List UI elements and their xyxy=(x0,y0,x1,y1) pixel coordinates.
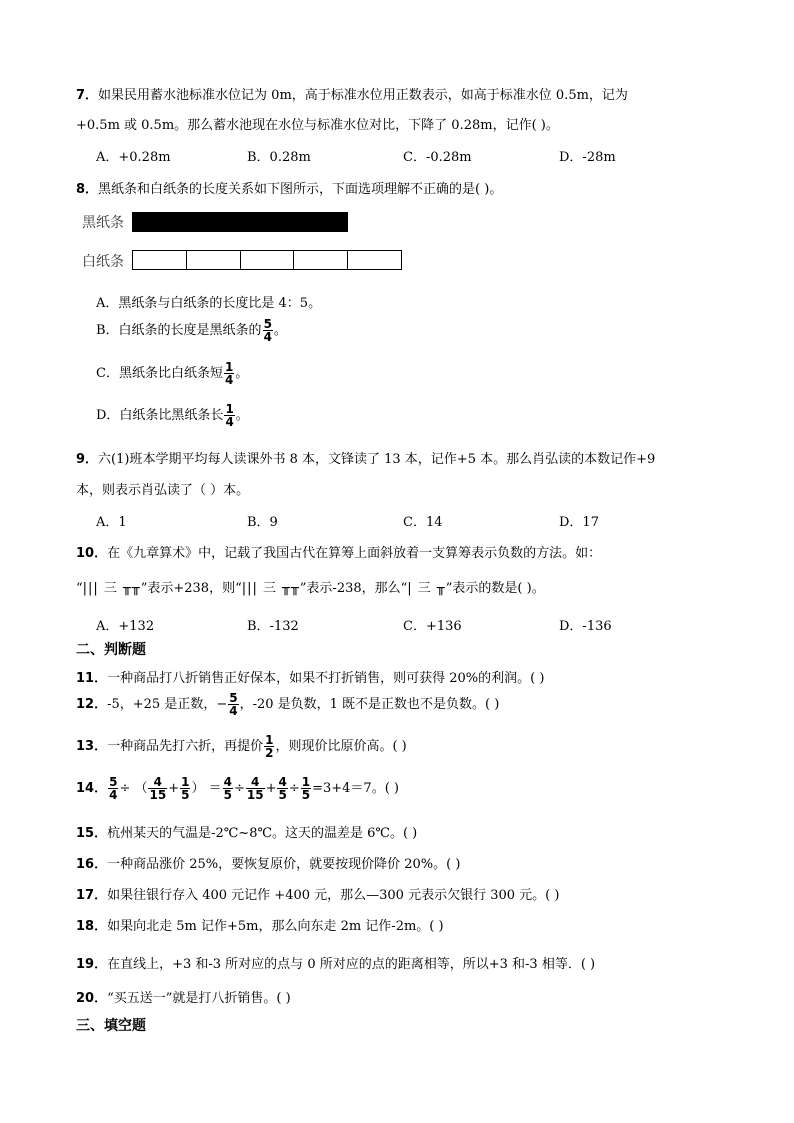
question-11 xyxy=(76,667,544,686)
numerator: 5 xyxy=(263,317,272,331)
period: 。 xyxy=(235,366,249,381)
question-19 xyxy=(76,953,595,972)
numerator: 5 xyxy=(109,775,118,789)
question-text: 在《九章算术》中，记载了我国古代在算筹上面斜放着一支算筹表示负数的方法。如： xyxy=(107,546,602,561)
denominator: 2 xyxy=(265,746,274,760)
white-strip-segment xyxy=(187,251,241,269)
section-heading-fill-in: 三、填空题 xyxy=(76,1018,146,1034)
white-strip-segment xyxy=(348,251,401,269)
denominator: 4 xyxy=(263,330,272,344)
question-10-line-1 xyxy=(76,542,601,561)
question-9-line-1 xyxy=(76,448,655,467)
question-20 xyxy=(76,987,291,1006)
question-10-line-2 xyxy=(76,577,545,596)
text: ，则现价比原价高。( ) xyxy=(275,739,407,754)
option-text: B．白纸条的长度是黑纸条的 xyxy=(96,323,262,338)
denominator: 4 xyxy=(109,788,118,802)
denominator: 4 xyxy=(229,704,238,718)
question-text: 如果民用蓄水池标准水位记为 0m，高于标准水位用正数表示，如高于标准水位 0.5m，记为 xyxy=(98,88,628,103)
option-d: D．-136 xyxy=(559,619,612,634)
option-b: B．9 xyxy=(247,515,278,530)
question-text: 一种商品打八折销售正好保本，如果不打折销售，则可获得 20%的利润。( ) xyxy=(107,671,545,686)
option-a: A．+132 xyxy=(96,619,155,634)
text: 一种商品先打六折，再提价 xyxy=(107,739,264,754)
fraction xyxy=(148,776,167,801)
section-heading-judgement: 二、判断题 xyxy=(76,642,146,658)
denominator: 15 xyxy=(149,788,167,802)
white-strip-segment xyxy=(294,251,348,269)
numerator: 4 xyxy=(246,776,265,789)
q8-option-a: A．黑纸条与白纸条的长度比是 4：5。 xyxy=(96,296,322,311)
text: -5，+25 是正数，− xyxy=(107,697,228,712)
option-a: A．1 xyxy=(96,515,127,530)
question-text: 如果往银行存入 400 元记作 +400 元，那么—300 元表示欠银行 300 元。( ) xyxy=(107,888,560,903)
black-strip-bar xyxy=(132,212,348,232)
option-b: B．0.28m xyxy=(247,150,311,165)
option-text: D．白纸条比黑纸条长 xyxy=(96,408,224,423)
option-c: C．14 xyxy=(403,515,443,530)
question-number: 9． xyxy=(76,452,99,467)
fraction xyxy=(263,318,273,343)
denominator: 5 xyxy=(278,788,287,802)
question-number: 12． xyxy=(76,697,108,712)
text: ”表示的数是( )。 xyxy=(445,581,545,596)
period: 。 xyxy=(273,323,287,338)
option-d: D．17 xyxy=(559,515,599,530)
question-18 xyxy=(76,915,444,934)
question-text: 如果向北走 5m 记作+5m，那么向东走 2m 记作-2m。( ) xyxy=(107,919,444,934)
numerator: 4 xyxy=(223,775,232,789)
option-a: A．+0.28m xyxy=(96,150,171,165)
counting-rod-negative: ||| 三 ╥╥ xyxy=(241,581,300,596)
question-13 xyxy=(76,734,407,759)
denominator: 4 xyxy=(224,373,234,387)
question-number: 16． xyxy=(76,857,108,872)
question-number: 11． xyxy=(76,671,108,686)
numerator: 4 xyxy=(278,775,287,789)
denominator: 5 xyxy=(181,788,190,802)
question-number: 10． xyxy=(76,546,108,561)
question-7-line-2: +0.5m 或 0.5m。那么蓄水池现在水位与标准水位对比，下降了 0.28m，记作( )。 xyxy=(76,118,559,133)
question-number: 17． xyxy=(76,888,108,903)
fraction xyxy=(277,776,287,801)
q8-option-b xyxy=(96,318,287,343)
option-c: C．+136 xyxy=(403,619,462,634)
question-number: 20． xyxy=(76,991,108,1006)
question-number: 15． xyxy=(76,826,108,841)
numerator: 5 xyxy=(229,691,238,705)
white-strip-bar xyxy=(132,250,402,270)
black-strip-label: 黑纸条 xyxy=(82,215,124,231)
numerator: 4 xyxy=(148,776,167,789)
fraction xyxy=(224,361,234,386)
fraction xyxy=(108,776,118,801)
question-number: 8． xyxy=(76,182,99,197)
option-c: C．-0.28m xyxy=(403,150,472,165)
text: ，-20 是负数，1 既不是正数也不是负数。( ) xyxy=(239,697,500,712)
text: ”表示+238，则“ xyxy=(140,581,242,596)
text: =3+4＝7。( ) xyxy=(312,781,399,796)
text: ”表示-238，那么“ xyxy=(299,581,408,596)
denominator: 4 xyxy=(225,415,234,429)
question-text: 在直线上，+3 和-3 所对应的点与 0 所对应的点的距离相等，所以+3 和-3 相等．( ) xyxy=(107,957,596,972)
question-number: 13． xyxy=(76,739,108,754)
option-d: D．-28m xyxy=(559,150,616,165)
q8-option-c xyxy=(96,361,248,386)
question-8-line xyxy=(76,178,502,197)
option-b: B．-132 xyxy=(247,619,299,634)
fraction xyxy=(223,776,233,801)
question-number: 19． xyxy=(76,957,108,972)
fraction xyxy=(224,403,234,428)
quote: “ xyxy=(76,581,83,596)
numerator: 1 xyxy=(225,402,234,416)
period: 。 xyxy=(235,408,249,423)
denominator: 5 xyxy=(301,788,311,802)
question-text: 黑纸条和白纸条的长度关系如下图所示，下面选项理解不正确的是( )。 xyxy=(98,182,503,197)
question-text: 六(1)班本学期平均每人读课外书 8 本，文锋读了 13 本，记作+5 本。那么肖弘读的本数记作+9 xyxy=(98,452,656,467)
q8-option-d xyxy=(96,403,249,428)
fraction xyxy=(180,776,190,801)
question-17 xyxy=(76,884,559,903)
question-7-line-1 xyxy=(76,84,628,103)
question-text: “买五送一”就是打八折销售。( ) xyxy=(107,991,291,1006)
option-text: C．黑纸条比白纸条短 xyxy=(96,366,223,381)
white-strip-segment xyxy=(241,251,295,269)
numerator: 1 xyxy=(181,775,190,789)
white-strip-label: 白纸条 xyxy=(82,254,124,270)
fraction xyxy=(264,734,274,759)
question-text: 杭州某天的气温是-2℃~8℃。这天的温差是 6℃。( ) xyxy=(107,826,418,841)
question-14: 14． $\frac{5}{4}$ ÷ （ $\frac{4}{15}$ + $\frac{1}{5}$ ） ＝ $\frac{4}{5}$ ÷ $\frac{4}{15}$ + $\frac{4}{5}$ ÷ $\frac{1}{5}$ =3+4＝7。( ) xyxy=(76,775,399,802)
fraction xyxy=(228,692,238,717)
question-16 xyxy=(76,853,460,872)
white-strip-segment xyxy=(133,251,187,269)
denominator: 5 xyxy=(223,788,232,802)
counting-rod-question: | 三 ╥ xyxy=(407,581,446,596)
question-text: 一种商品涨价 25%，要恢复原价，就要按现价降价 20%。( ) xyxy=(107,857,461,872)
fraction xyxy=(301,776,311,801)
question-number: 18． xyxy=(76,919,108,934)
numerator: 1 xyxy=(224,360,234,374)
question-15 xyxy=(76,822,417,841)
question-number: 14． xyxy=(76,781,108,796)
numerator: 1 xyxy=(265,733,274,747)
fraction xyxy=(246,776,265,801)
denominator: 15 xyxy=(246,788,264,802)
question-9-line-2: 本，则表示肖弘读了（ ）本。 xyxy=(76,483,250,498)
question-12 xyxy=(76,692,499,717)
question-number: 7． xyxy=(76,88,99,103)
counting-rod-positive: ||| 三 ╥╥ xyxy=(82,581,141,596)
numerator: 1 xyxy=(301,775,311,789)
